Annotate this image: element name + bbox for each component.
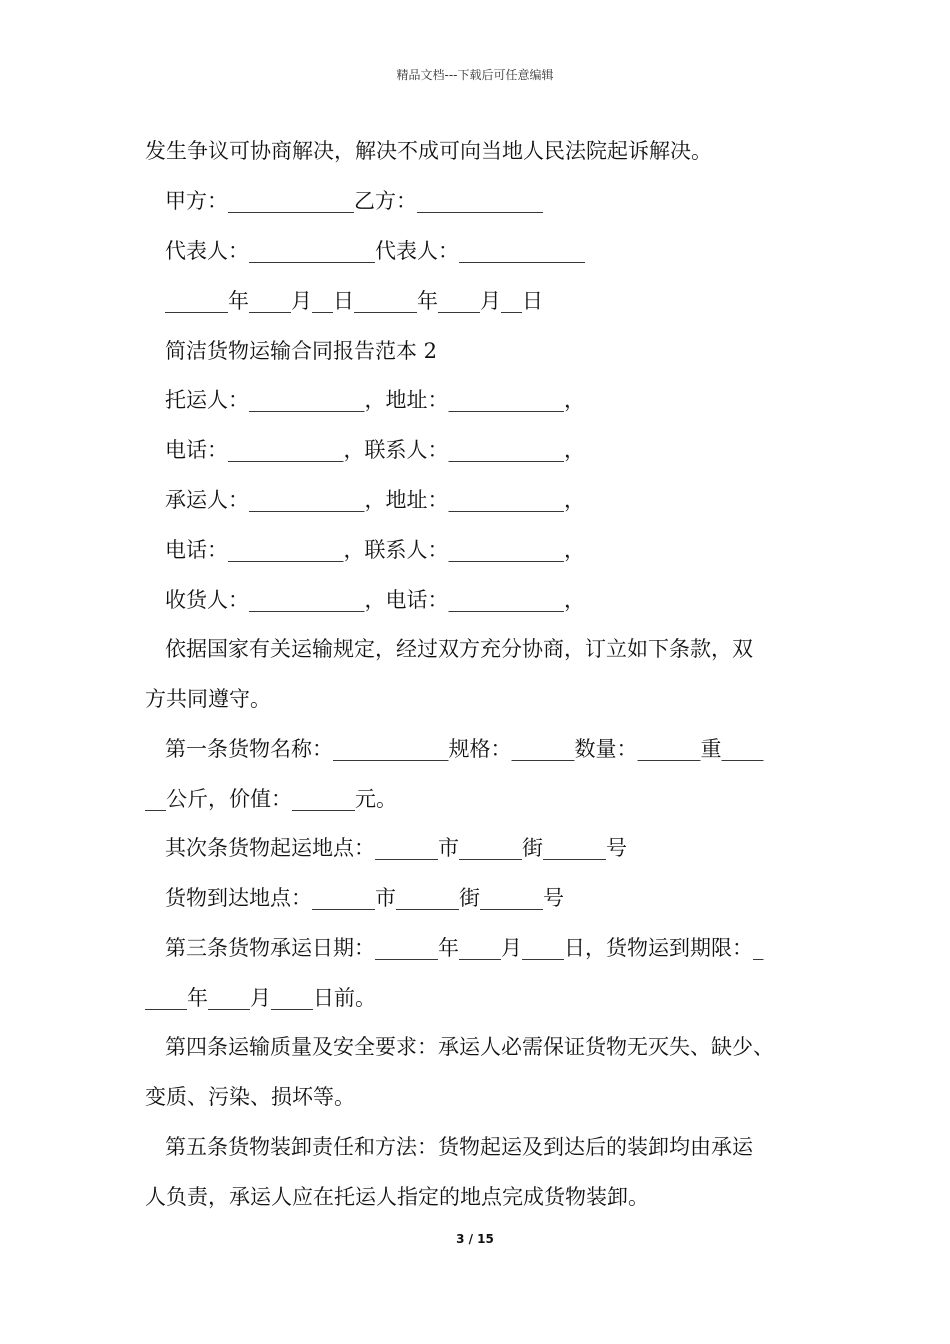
text-line: 发生争议可协商解决，解决不成可向当地人民法院起诉解决。 (145, 139, 712, 163)
text-line: 托运人：___________，地址：___________， (165, 388, 585, 412)
page-number: 3 / 15 (456, 1232, 494, 1246)
text-line: 承运人：___________，地址：___________， (165, 488, 585, 512)
text-line: 电话：___________，联系人：___________， (165, 438, 585, 462)
page-header: 精品文档---下载后可任意编辑 (396, 68, 554, 82)
text-line: 第四条运输质量及安全要求：承运人必需保证货物无灭失、缺少、 (165, 1035, 774, 1059)
text-line: ____年____月____日前。 (145, 986, 376, 1010)
text-line: 收货人：___________，电话：___________， (165, 588, 585, 612)
text-line: 第五条货物装卸责任和方法：货物起运及到达后的装卸均由承运 (165, 1135, 753, 1159)
text-line: ______年____月__日______年____月__日 (165, 289, 543, 313)
text-line: 代表人：____________代表人：____________ (165, 239, 585, 263)
text-line: 方共同遵守。 (145, 687, 271, 711)
text-line: 货物到达地点：______市______街______号 (165, 886, 564, 910)
section-title: 简洁货物运输合同报告范本 2 (165, 339, 438, 363)
text-line: 人负责，承运人应在托运人指定的地点完成货物装卸。 (145, 1185, 649, 1209)
text-line: 电话：___________，联系人：___________， (165, 538, 585, 562)
text-line: __公斤，价值：______元。 (145, 787, 397, 811)
text-line: 其次条货物起运地点：______市______街______号 (165, 836, 627, 860)
text-line: 第三条货物承运日期：______年____月____日，货物运到期限：_ (165, 936, 764, 960)
text-line: 变质、污染、损坏等。 (145, 1085, 355, 1109)
text-line: 甲方：____________乙方：____________ (165, 189, 543, 213)
text-line: 依据国家有关运输规定，经过双方充分协商，订立如下条款，双 (165, 637, 753, 661)
text-line: 第一条货物名称：___________规格：______数量：______重____ (165, 737, 764, 761)
